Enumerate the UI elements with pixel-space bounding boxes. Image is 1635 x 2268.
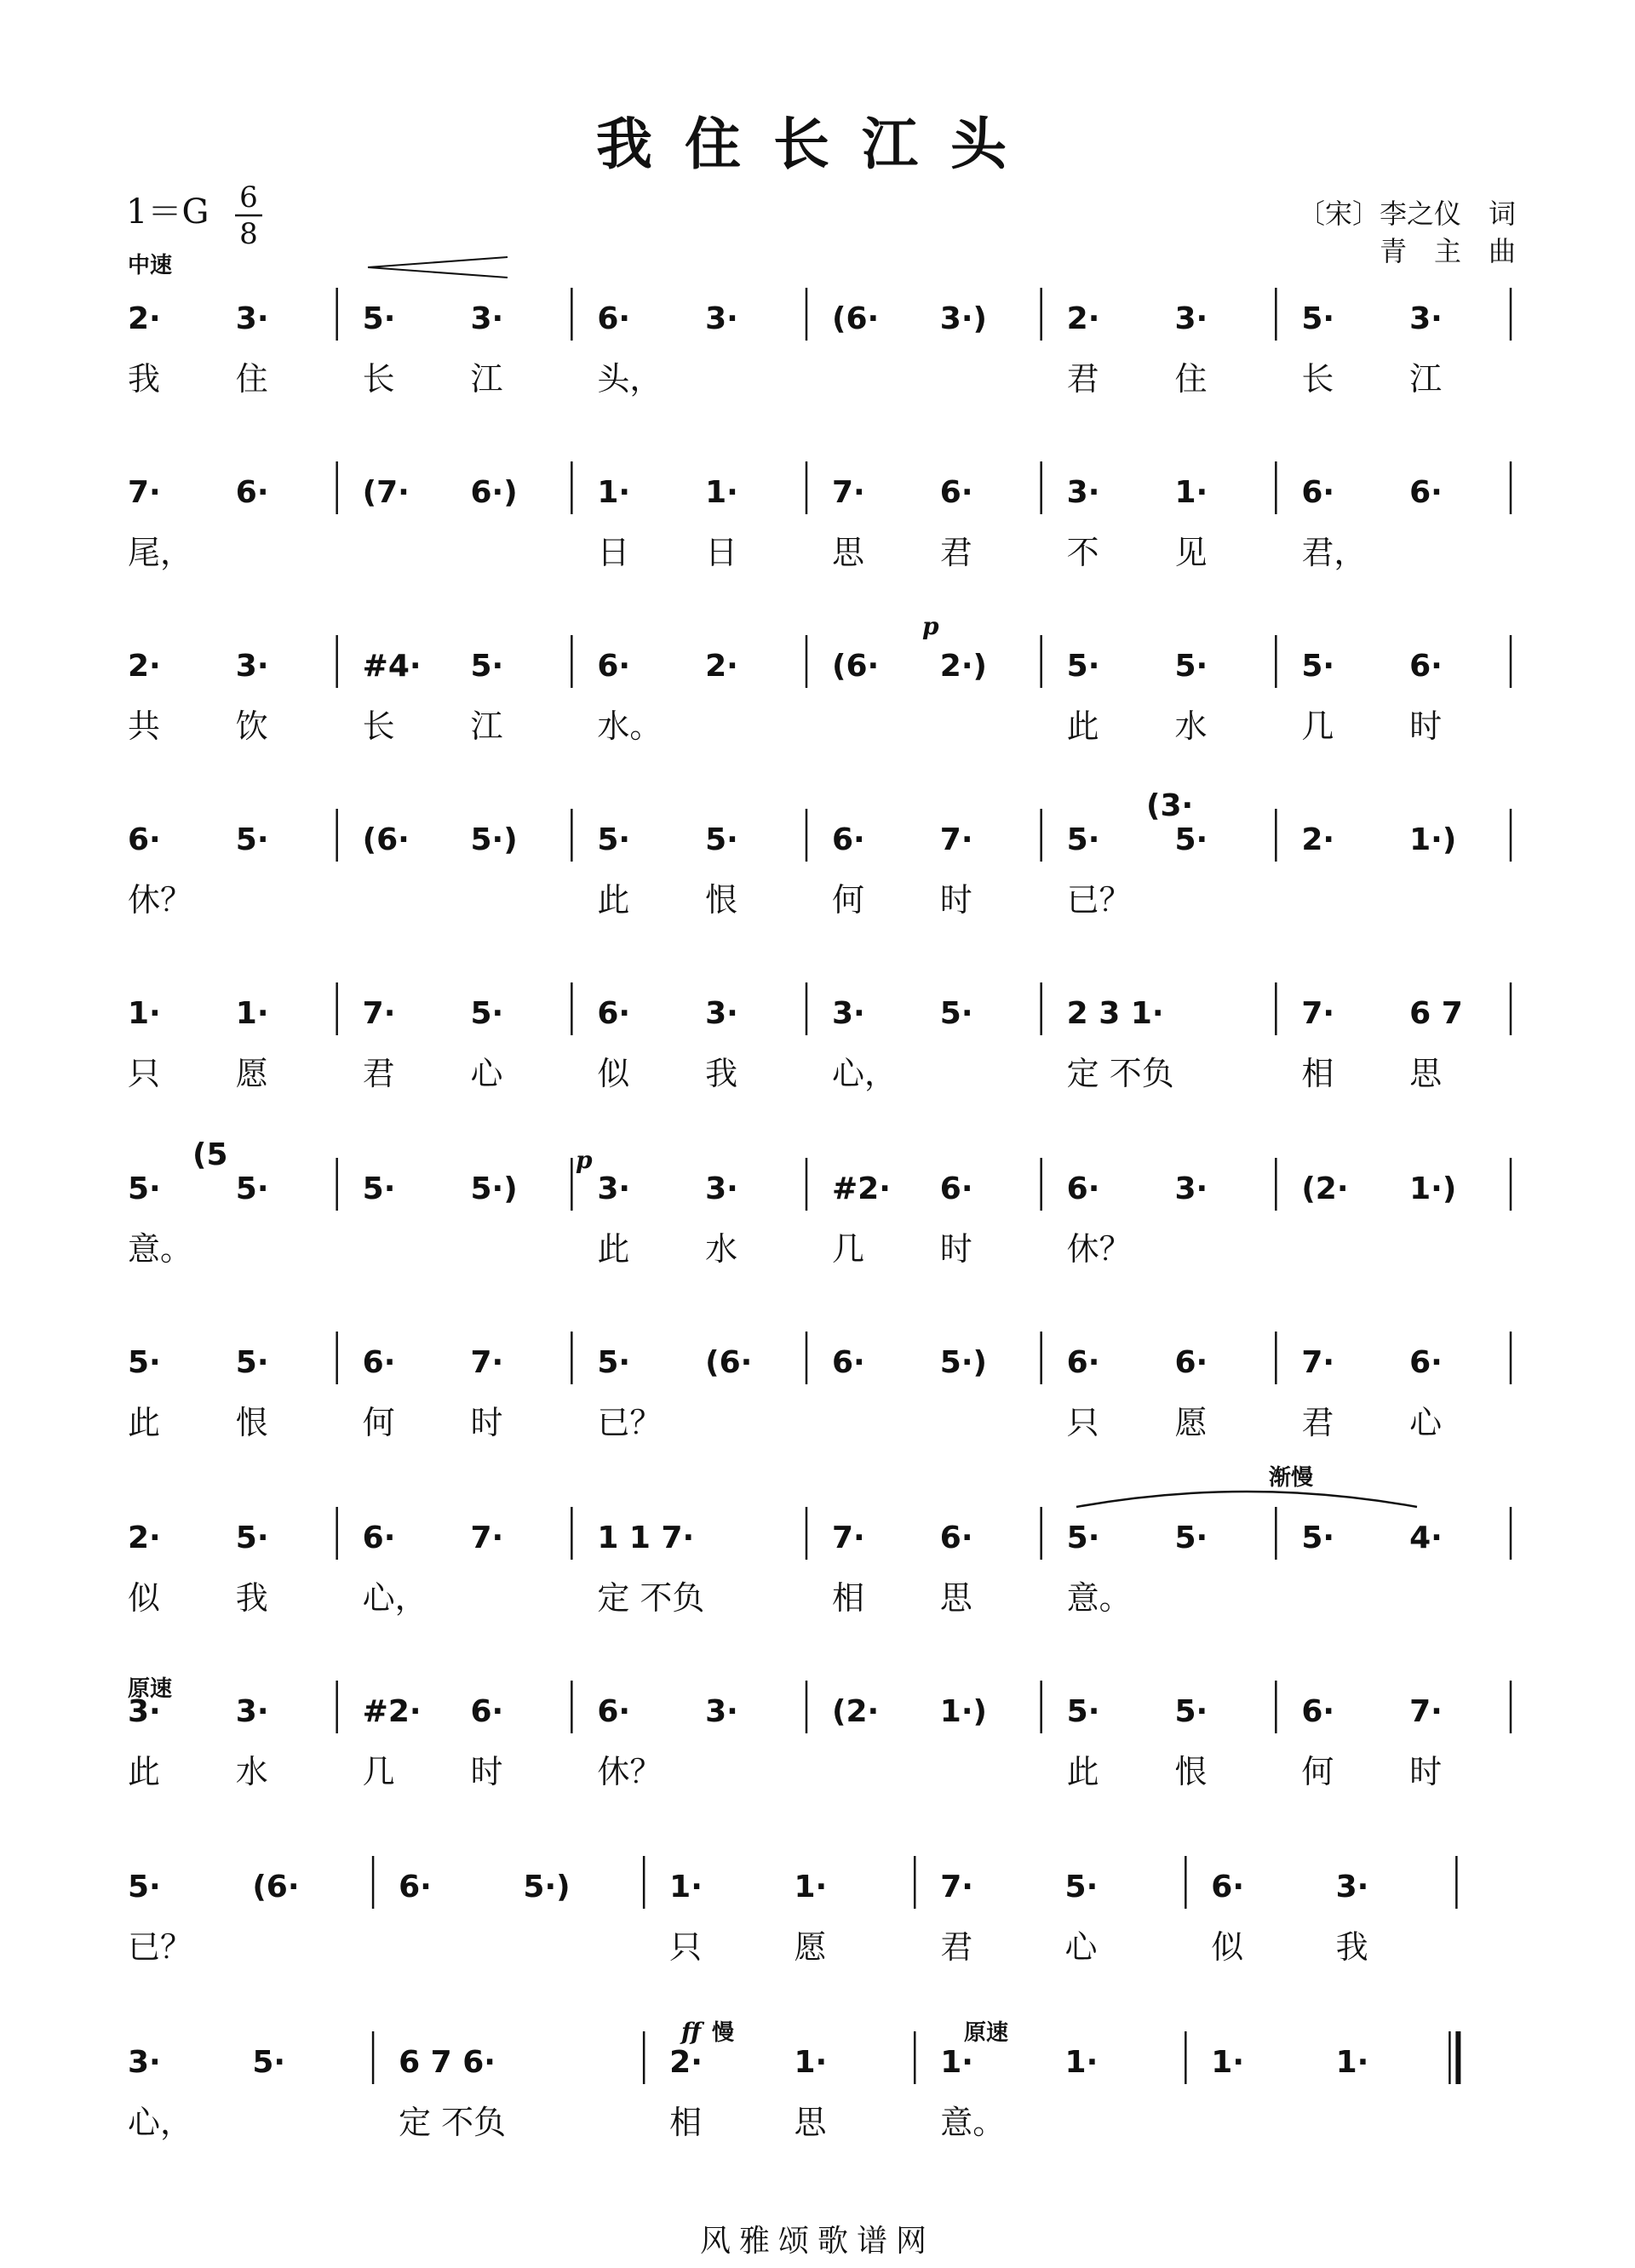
note: 6· (362, 1345, 396, 1380)
lyric: 君 (939, 534, 972, 571)
note: 3·) (939, 301, 987, 336)
note: 1· (794, 2045, 828, 2080)
tempo-marking: 中速 (128, 253, 173, 278)
note: (6· (252, 1870, 300, 1904)
lyric: 我 (128, 360, 161, 398)
note: 5· (362, 301, 396, 336)
note: 1· (940, 2045, 973, 2080)
note: 1 1 7· (597, 1521, 695, 1555)
note: 5· (1174, 822, 1208, 857)
lyric: 江 (470, 707, 503, 745)
note: 3· (235, 301, 269, 336)
lyric: 愿 (235, 1055, 268, 1092)
lyric: 休？ (128, 881, 193, 919)
note: 3· (705, 996, 738, 1031)
note: 5· (597, 822, 631, 857)
note: 1· (794, 1870, 828, 1904)
lyric: 不 (1066, 534, 1099, 571)
note: 7· (470, 1345, 504, 1380)
lyric: 君 (362, 1055, 395, 1092)
note: 6· (939, 475, 973, 510)
lyric: 住 (235, 360, 268, 398)
note: #2· (832, 1171, 891, 1206)
note: 5· (128, 1870, 161, 1904)
note: (2· (832, 1694, 880, 1729)
note: 3· (1066, 475, 1100, 510)
lyric: 君 (1301, 1404, 1334, 1441)
note: 7· (1301, 1345, 1335, 1380)
note: 6· (470, 1694, 504, 1729)
score-line (128, 288, 1511, 398)
note: 6· (939, 1521, 973, 1555)
lyric: 水 (235, 1753, 268, 1790)
note: 2· (1301, 822, 1335, 857)
lyric: 似 (128, 1579, 161, 1617)
lyric: 意。 (940, 2104, 1006, 2141)
note: 5· (1301, 1521, 1335, 1555)
parenthetical-note-line6: (5 (192, 1137, 228, 1172)
lyric: 君 (1066, 360, 1099, 398)
note: 5· (1066, 822, 1100, 857)
note: 3· (705, 1171, 738, 1206)
note: 7· (128, 475, 161, 510)
time-signature-bottom: 8 (239, 217, 258, 251)
note: 5· (252, 2045, 286, 2080)
note: 5· (128, 1345, 161, 1380)
note: 1· (1211, 2045, 1245, 2080)
lyric: 见 (1174, 534, 1208, 571)
gradual-slow-bracket (1076, 1492, 1417, 1507)
note: 3· (1174, 301, 1208, 336)
note: 2· (128, 649, 161, 684)
original-tempo-marking-2: 原速 (964, 2020, 1009, 2046)
note: 3· (597, 1171, 631, 1206)
note: 7· (832, 475, 865, 510)
note: 5· (1174, 1521, 1208, 1555)
note: 1· (669, 1870, 703, 1904)
lyric: 头， (597, 360, 663, 398)
lyric: 长 (1301, 360, 1334, 398)
lyric: 已？ (597, 1404, 663, 1441)
note: 5· (128, 1171, 161, 1206)
lyric: 长 (362, 707, 395, 745)
lyric: 此 (128, 1404, 161, 1441)
lyric: 休？ (1066, 1230, 1132, 1268)
score-body (128, 288, 1511, 2141)
lyric: 几 (832, 1230, 865, 1268)
note: (6· (832, 649, 880, 684)
note: 5· (235, 1521, 269, 1555)
note: 7· (1301, 996, 1335, 1031)
note: 1· (1335, 2045, 1369, 2080)
note: 6·) (470, 475, 518, 510)
note: 6· (399, 1870, 432, 1904)
lyric: 心， (362, 1579, 427, 1617)
note: (6· (832, 301, 880, 336)
note: 6· (1409, 1345, 1443, 1380)
note: 1·) (939, 1694, 987, 1729)
score-line (128, 635, 1511, 745)
score-line (128, 2031, 1458, 2141)
lyric: 我 (705, 1055, 738, 1092)
gradual-slow-marking: 渐慢 (1269, 1465, 1314, 1491)
note: 2 3 1· (1066, 996, 1164, 1031)
lyric: 思 (1409, 1055, 1443, 1092)
note: 5· (1301, 301, 1335, 336)
note: 6· (832, 1345, 865, 1380)
lyric: 此 (1066, 1753, 1099, 1790)
note: 5· (939, 996, 973, 1031)
lyric: 时 (470, 1404, 503, 1441)
lyric: 我 (1335, 1928, 1368, 1966)
lyric: 何 (362, 1404, 395, 1441)
dynamic-p-line3: p (922, 612, 939, 640)
lyricist-credit: 〔宋〕李之仪 词 (1297, 198, 1516, 230)
note: 7· (940, 1870, 973, 1904)
lyric: 日 (705, 534, 738, 571)
lyric: 此 (597, 881, 630, 919)
lyric: 心 (1409, 1404, 1443, 1441)
note: #4· (362, 649, 422, 684)
lyric: 相 (832, 1579, 865, 1617)
note: 5·) (939, 1345, 987, 1380)
lyric: 心 (1064, 1928, 1098, 1966)
note: 5· (597, 1345, 631, 1380)
lyric: 时 (1409, 1753, 1443, 1790)
note: 1· (128, 996, 161, 1031)
lyric: 水 (705, 1230, 738, 1268)
lyric: 定 不负 (399, 2104, 507, 2141)
lyric: 饮 (235, 707, 268, 745)
lyric: 共 (128, 707, 161, 745)
note: 3· (832, 996, 865, 1031)
note: 6 7 6· (399, 2045, 496, 2080)
page-title: 我住长江头 (596, 111, 1039, 177)
note: (7· (362, 475, 410, 510)
lyric: 时 (470, 1753, 503, 1790)
note: 7· (362, 996, 396, 1031)
note: (6· (362, 822, 410, 857)
score-line (128, 1158, 1511, 1268)
lyric: 思 (832, 534, 865, 571)
note: 3· (705, 1694, 738, 1729)
note: 5· (470, 649, 504, 684)
lyric: 此 (1066, 707, 1099, 745)
note: 6· (1066, 1171, 1100, 1206)
lyric: 心， (832, 1055, 898, 1092)
note: #2· (362, 1694, 422, 1729)
lyric: 思 (939, 1579, 972, 1617)
lyric: 恨 (1174, 1753, 1208, 1790)
crescendo-hairpin (368, 257, 508, 278)
lyric: 此 (597, 1230, 630, 1268)
lyric: 相 (669, 2104, 703, 2141)
note: 1· (235, 996, 269, 1031)
note: 6· (597, 301, 631, 336)
note: 3· (128, 1694, 161, 1729)
note: 5· (1174, 649, 1208, 684)
lyric: 长 (362, 360, 395, 398)
note: 5· (1066, 1694, 1100, 1729)
note: 6· (1174, 1345, 1208, 1380)
note: 5·) (470, 822, 518, 857)
note: 6· (1409, 649, 1443, 684)
note: 1·) (1409, 1171, 1457, 1206)
score-line (128, 1681, 1511, 1790)
note: 3· (235, 1694, 269, 1729)
lyric: 已？ (1066, 881, 1132, 919)
note: 3· (128, 2045, 161, 2080)
original-tempo-marking: 原速 (128, 1676, 173, 1702)
lyric: 相 (1301, 1055, 1334, 1092)
lyric: 几 (1301, 707, 1334, 745)
note: 5· (235, 1345, 269, 1380)
lyric: 水。 (597, 707, 663, 745)
note: 6· (1066, 1345, 1100, 1380)
note: 7· (470, 1521, 504, 1555)
note: 2· (705, 649, 738, 684)
lyric: 愿 (1174, 1404, 1208, 1441)
lyric: 思 (794, 2104, 827, 2141)
note: 6· (597, 649, 631, 684)
note: 2·) (939, 649, 987, 684)
note: 5· (705, 822, 738, 857)
note: 7· (939, 822, 973, 857)
note: 1· (1174, 475, 1208, 510)
lyric: 何 (1301, 1753, 1334, 1790)
dynamic-ff: ff (681, 2018, 702, 2046)
key-signature: 1＝G (126, 192, 209, 232)
lyric: 心 (470, 1055, 503, 1092)
note: 3· (705, 301, 738, 336)
note: 6· (832, 822, 865, 857)
note: 3· (235, 649, 269, 684)
note: 6· (1409, 475, 1443, 510)
score-line (128, 1507, 1511, 1617)
note: 4· (1409, 1521, 1443, 1555)
lyric: 似 (1211, 1928, 1244, 1966)
note: 2· (669, 2045, 703, 2080)
note: 5·) (523, 1870, 571, 1904)
lyric: 意。 (1066, 1579, 1132, 1617)
note: 6· (1301, 1694, 1335, 1729)
lyric: 定 不负 (597, 1579, 705, 1617)
note: 1·) (1409, 822, 1457, 857)
score-line (128, 1856, 1456, 1966)
note: 1· (597, 475, 631, 510)
lyric: 江 (1409, 360, 1443, 398)
note: 2· (128, 301, 161, 336)
note: 5· (1064, 1870, 1099, 1904)
lyric: 只 (1066, 1404, 1099, 1441)
note: 7· (832, 1521, 865, 1555)
note: 2· (1066, 301, 1100, 336)
composer-credit: 青 主 曲 (1379, 235, 1516, 267)
note: 5· (362, 1171, 396, 1206)
note: 5· (235, 1171, 269, 1206)
note: 6· (597, 996, 631, 1031)
note: 6· (128, 822, 161, 857)
score-line (128, 461, 1511, 571)
note: 5· (1066, 649, 1100, 684)
lyric: 愿 (794, 1928, 827, 1966)
note: (6· (705, 1345, 753, 1380)
lyric: 只 (128, 1055, 161, 1092)
lyric: 此 (128, 1753, 161, 1790)
lyric: 君， (1301, 534, 1367, 571)
lyric: 似 (597, 1055, 630, 1092)
dynamic-p-line6: p (576, 1146, 593, 1174)
time-signature-top: 6 (239, 180, 258, 215)
note: 3· (470, 301, 504, 336)
note: 6 7 (1409, 996, 1463, 1031)
note: 5· (470, 996, 504, 1031)
note: 5· (1174, 1694, 1208, 1729)
note: 6· (362, 1521, 396, 1555)
lyric: 休？ (597, 1753, 663, 1790)
lyric: 时 (939, 881, 972, 919)
lyric: 只 (669, 1928, 703, 1966)
lyric: 何 (832, 881, 865, 919)
lyric: 我 (235, 1579, 268, 1617)
lyric: 几 (362, 1753, 395, 1790)
note: 6· (597, 1694, 631, 1729)
note: 3· (1335, 1870, 1369, 1904)
footer-watermark: 风雅颂歌谱网 (699, 2224, 936, 2259)
note: 3· (1409, 301, 1443, 336)
note: 1· (705, 475, 738, 510)
score-line (128, 1332, 1511, 1441)
note: 6· (235, 475, 269, 510)
lyric: 恨 (235, 1404, 268, 1441)
lyric: 江 (470, 360, 503, 398)
note: 5· (1066, 1521, 1100, 1555)
note: 6· (1211, 1870, 1245, 1904)
note: 7· (1409, 1694, 1443, 1729)
note: 6· (1301, 475, 1335, 510)
score-line (128, 982, 1511, 1092)
note: (2· (1301, 1171, 1349, 1206)
lyric: 时 (1409, 707, 1443, 745)
note: 1· (1064, 2045, 1099, 2080)
lyric: 时 (939, 1230, 972, 1268)
lyric: 恨 (705, 881, 738, 919)
lyric: 意。 (128, 1230, 193, 1268)
lyric: 日 (597, 534, 630, 571)
note: 6· (939, 1171, 973, 1206)
lyric: 住 (1174, 360, 1208, 398)
lyric: 水 (1174, 707, 1208, 745)
note: 5· (235, 822, 269, 857)
lyric: 定 不负 (1066, 1055, 1174, 1092)
note: 5·) (470, 1171, 518, 1206)
note: 5· (1301, 649, 1335, 684)
lyric: 已？ (128, 1928, 193, 1966)
note: 2· (128, 1521, 161, 1555)
lyric: 尾， (128, 534, 193, 571)
parenthetical-note-line4: (3· (1146, 788, 1194, 823)
note: 3· (1174, 1171, 1208, 1206)
score-line (128, 809, 1511, 919)
lyric: 心， (128, 2104, 193, 2141)
slow-marking: 慢 (712, 2020, 735, 2046)
lyric: 君 (940, 1928, 973, 1966)
